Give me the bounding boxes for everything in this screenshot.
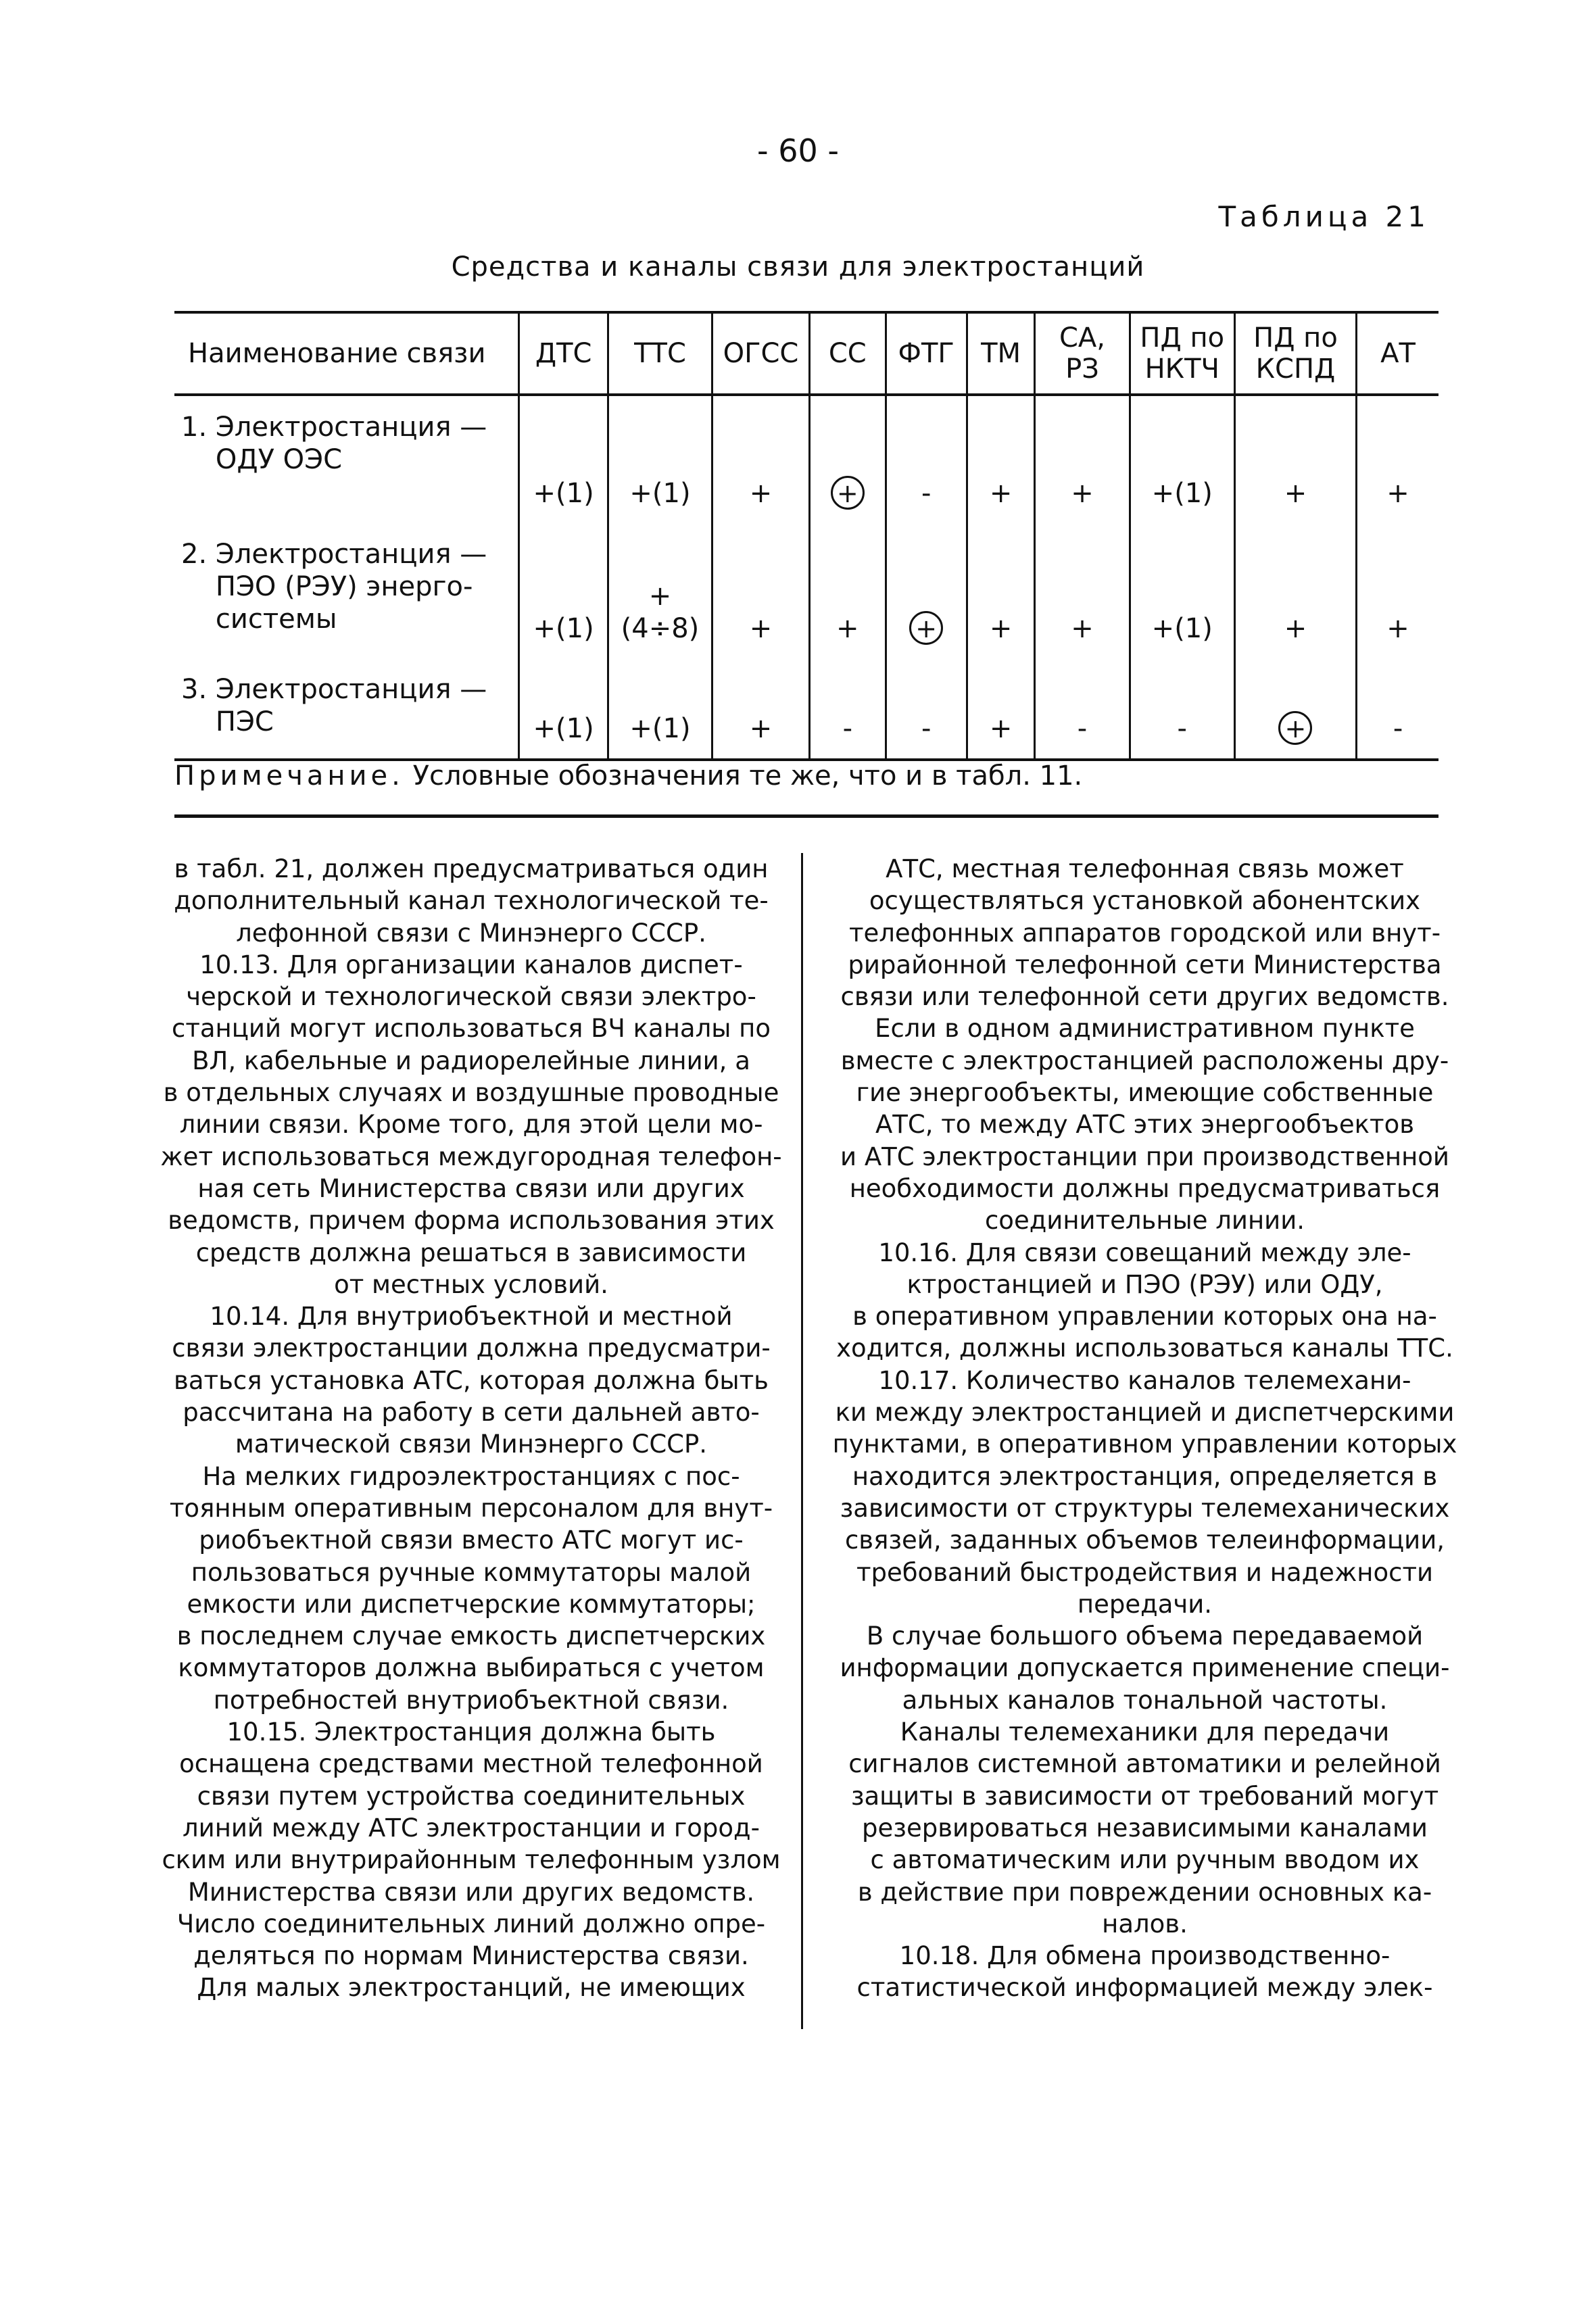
text-line: На мелких гидроэлектростанциях с пос- (202, 1461, 740, 1491)
text-line: оснащена средствами местной телефонной (179, 1749, 763, 1779)
text-line: ки между электростанцией и диспетчерскими (835, 1398, 1455, 1428)
text-line: В случае большого объема передаваемой (866, 1622, 1424, 1651)
text-line: ктростанцией и ПЭО (РЭУ) или ОДУ, (906, 1269, 1383, 1299)
table-cell: - (810, 658, 886, 760)
text-line: в оперативном управлении которых она на- (852, 1302, 1437, 1332)
table-label: Таблица 21 (1218, 200, 1430, 233)
text-line: связи путем устройства соединительных (197, 1781, 746, 1811)
text-line: резервироваться независимыми каналами (862, 1813, 1428, 1843)
table-header-row (174, 312, 1438, 395)
text-line: телефонных аппаратов городской или внут- (848, 918, 1441, 948)
text-line: с автоматическим или ручным вводом их (870, 1845, 1420, 1875)
text-line: 10.16. Для связи совещаний между эле- (878, 1238, 1411, 1267)
table-cell: +(1) (608, 658, 712, 760)
table-cell: + (967, 523, 1035, 658)
text-line: от местных условий. (334, 1269, 608, 1299)
text-line: передачи. (1077, 1589, 1213, 1619)
table-cell: +(1) (1130, 523, 1234, 658)
text-line: в последнем случае емкость диспетчерских (176, 1622, 766, 1651)
text-line: 10.15. Электростанция должна быть (226, 1717, 716, 1747)
text-line: станций могут использоваться ВЧ каналы по (171, 1014, 771, 1044)
table-header-cell: ДТС (519, 312, 608, 395)
text-line: статистической информацией между элек- (856, 1973, 1433, 2003)
text-line: ским или внутрирайонным телефонным узлом (162, 1845, 781, 1875)
text-line: жет использоваться междугородная телефон- (160, 1142, 782, 1171)
table-cell: + (712, 523, 809, 658)
text-line: риобъектной связи вместо АТС могут ис- (199, 1526, 744, 1555)
text-line: ходится, должны использоваться каналы ТТС. (836, 1334, 1453, 1363)
circled-plus-mark: + (909, 611, 943, 645)
text-line: и АТС электростанции при производственной (840, 1142, 1449, 1171)
note-label: Примечание. (174, 760, 404, 791)
table-cell: +(1) (519, 658, 608, 760)
table-cell: +(1) (1130, 395, 1234, 523)
table-header-cell: ТМ (967, 312, 1035, 395)
table-note (174, 760, 1082, 791)
table-cell: + (1035, 523, 1130, 658)
text-line: дополнительный канал технологической те- (174, 886, 769, 916)
table-header-cell: АТ (1357, 312, 1438, 395)
row-name: 2. Электростанция — ПЭО (РЭУ) энерго- системы (181, 539, 487, 635)
table-cell (810, 395, 886, 523)
text-line: необходимости должны предусматриваться (849, 1173, 1441, 1203)
text-line: налов. (1102, 1909, 1188, 1939)
circled-plus-mark: + (831, 476, 865, 510)
text-line: связи или телефонной сети других ведомств. (840, 982, 1449, 1012)
text-line: ная сеть Министерства связи или других (197, 1173, 745, 1203)
text-line: АТС, то между АТС этих энергообъектов (875, 1110, 1415, 1140)
table-cell: - (1357, 658, 1438, 760)
row-name: 3. Электростанция — ПЭС (174, 658, 519, 760)
text-line: в отдельных случаях и воздушные проводные (163, 1078, 779, 1108)
table-cell: +(1) (519, 395, 608, 523)
table-cell: +(4÷8) (608, 523, 712, 658)
text-line: 10.18. Для обмена производственно- (899, 1941, 1391, 1971)
text-line: 10.13. Для организации каналов диспет- (199, 950, 743, 979)
text-line: находится электростанция, определяется в (852, 1461, 1438, 1491)
table-cell: + (1234, 523, 1356, 658)
table-header-cell: ФТГ (886, 312, 967, 395)
text-line: Если в одном административном пункте (875, 1014, 1415, 1044)
text-line: вместе с электростанцией расположены дру- (840, 1046, 1449, 1075)
text-line: тоянным оперативным персоналом для внут- (169, 1493, 773, 1523)
note-text: Условные обозначения те же, что и в табл. 11. (412, 760, 1083, 791)
table-header-cell: ПД по НКТЧ (1130, 312, 1234, 395)
table-cell: + (810, 523, 886, 658)
table-row (174, 395, 1438, 523)
text-line: связи электростанции должна предусматри- (172, 1334, 771, 1363)
table-cell: - (1130, 658, 1234, 760)
table-row (174, 658, 1438, 760)
table-cell: + (967, 658, 1035, 760)
table-cell (886, 523, 967, 658)
table-header-cell: ПД по КСПД (1234, 312, 1356, 395)
text-line: емкости или диспетчерские коммутаторы; (187, 1589, 756, 1619)
text-line: альных каналов тональной частоты. (902, 1685, 1388, 1715)
table-title: Средства и каналы связи для электростанций (451, 251, 1145, 283)
text-line: 10.14. Для внутриобъектной и местной (210, 1302, 733, 1332)
text-line: пунктами, в оперативном управлении которых (832, 1430, 1457, 1459)
text-line: Министерства связи или других ведомств. (187, 1877, 755, 1907)
table-cell: +(1) (608, 395, 712, 523)
text-line: деляться по нормам Министерства связи. (193, 1941, 749, 1971)
text-line: ведомств, причем форма использования этих (168, 1206, 775, 1236)
table-row (174, 523, 1438, 658)
text-line: гие энергообъекты, имеющие собственные (856, 1078, 1434, 1108)
text-column-left (150, 853, 792, 2004)
text-line: рассчитана на работу в сети дальней авто- (183, 1398, 760, 1428)
text-line: в табл. 21, должен предусматриваться один (174, 854, 769, 883)
table-cell: + (967, 395, 1035, 523)
text-line: Каналы телемеханики для передачи (900, 1717, 1390, 1747)
table-header-cell: СС (810, 312, 886, 395)
text-line: информации допускается применение специ- (840, 1653, 1450, 1683)
text-line: Число соединительных линий должно опре- (176, 1909, 766, 1939)
table-header-cell: ТТС (608, 312, 712, 395)
table-cell: + (1357, 395, 1438, 523)
text-line: Для малых электростанций, не имеющих (197, 1973, 746, 2003)
text-line: рирайонной телефонной сети Министерства (848, 950, 1442, 979)
column-divider (801, 853, 803, 2029)
text-line: осуществляться установкой абонентских (869, 886, 1421, 916)
text-line: линий между АТС электростанции и город- (183, 1813, 760, 1843)
text-line: черской и технологической связи электро- (186, 982, 756, 1012)
text-line: потребностей внутриобъектной связи. (213, 1685, 729, 1715)
table-cell: - (886, 395, 967, 523)
table-header-cell: СА, РЗ (1035, 312, 1130, 395)
text-line: защиты в зависимости от требований могут (850, 1781, 1439, 1811)
text-line: АТС, местная телефонная связь может (886, 854, 1404, 883)
table-header-cell: ОГСС (712, 312, 809, 395)
circled-plus-mark: + (1278, 711, 1312, 745)
text-line: сигналов системной автоматики и релейной (848, 1749, 1441, 1779)
row-name: 1. Электростанция — ОДУ ОЭС (181, 412, 487, 475)
page-number: - 60 - (757, 132, 839, 169)
text-line: пользоваться ручные коммутаторы малой (191, 1557, 752, 1587)
table-cell: +(1) (519, 523, 608, 658)
text-line: в действие при повреждении основных ка- (857, 1877, 1432, 1907)
text-line: коммутаторов должна выбираться с учетом (178, 1653, 765, 1683)
table-cell: + (1234, 395, 1356, 523)
text-line: ваться установка АТС, которая должна быть (174, 1365, 769, 1395)
table-cell: + (712, 658, 809, 760)
text-line: зависимости от структуры телемеханических (840, 1493, 1450, 1523)
text-line: лефонной связи с Минэнерго СССР. (236, 918, 706, 948)
table-cell: + (1357, 523, 1438, 658)
note-divider (174, 814, 1438, 818)
text-line: соединительные линии. (984, 1206, 1305, 1236)
communications-table (174, 311, 1438, 761)
text-line: средств должна решаться в зависимости (195, 1238, 747, 1267)
text-line: ВЛ, кабельные и радиорелейные линии, а (192, 1046, 750, 1075)
table-cell: + (1035, 395, 1130, 523)
text-column-right (822, 853, 1468, 2004)
text-line: 10.17. Количество каналов телемехани- (878, 1365, 1411, 1395)
table-cell: - (1035, 658, 1130, 760)
text-line: связей, заданных объемов телеинформации, (844, 1526, 1445, 1555)
text-line: матической связи Минэнерго СССР. (235, 1430, 708, 1459)
table-header-cell: Наименование связи (174, 312, 519, 395)
table-cell (1234, 658, 1356, 760)
table-cell: - (886, 658, 967, 760)
table-cell: + (712, 395, 809, 523)
text-line: требований быстродействия и надежности (856, 1557, 1434, 1587)
text-line: линии связи. Кроме того, для этой цели мо- (179, 1110, 763, 1140)
